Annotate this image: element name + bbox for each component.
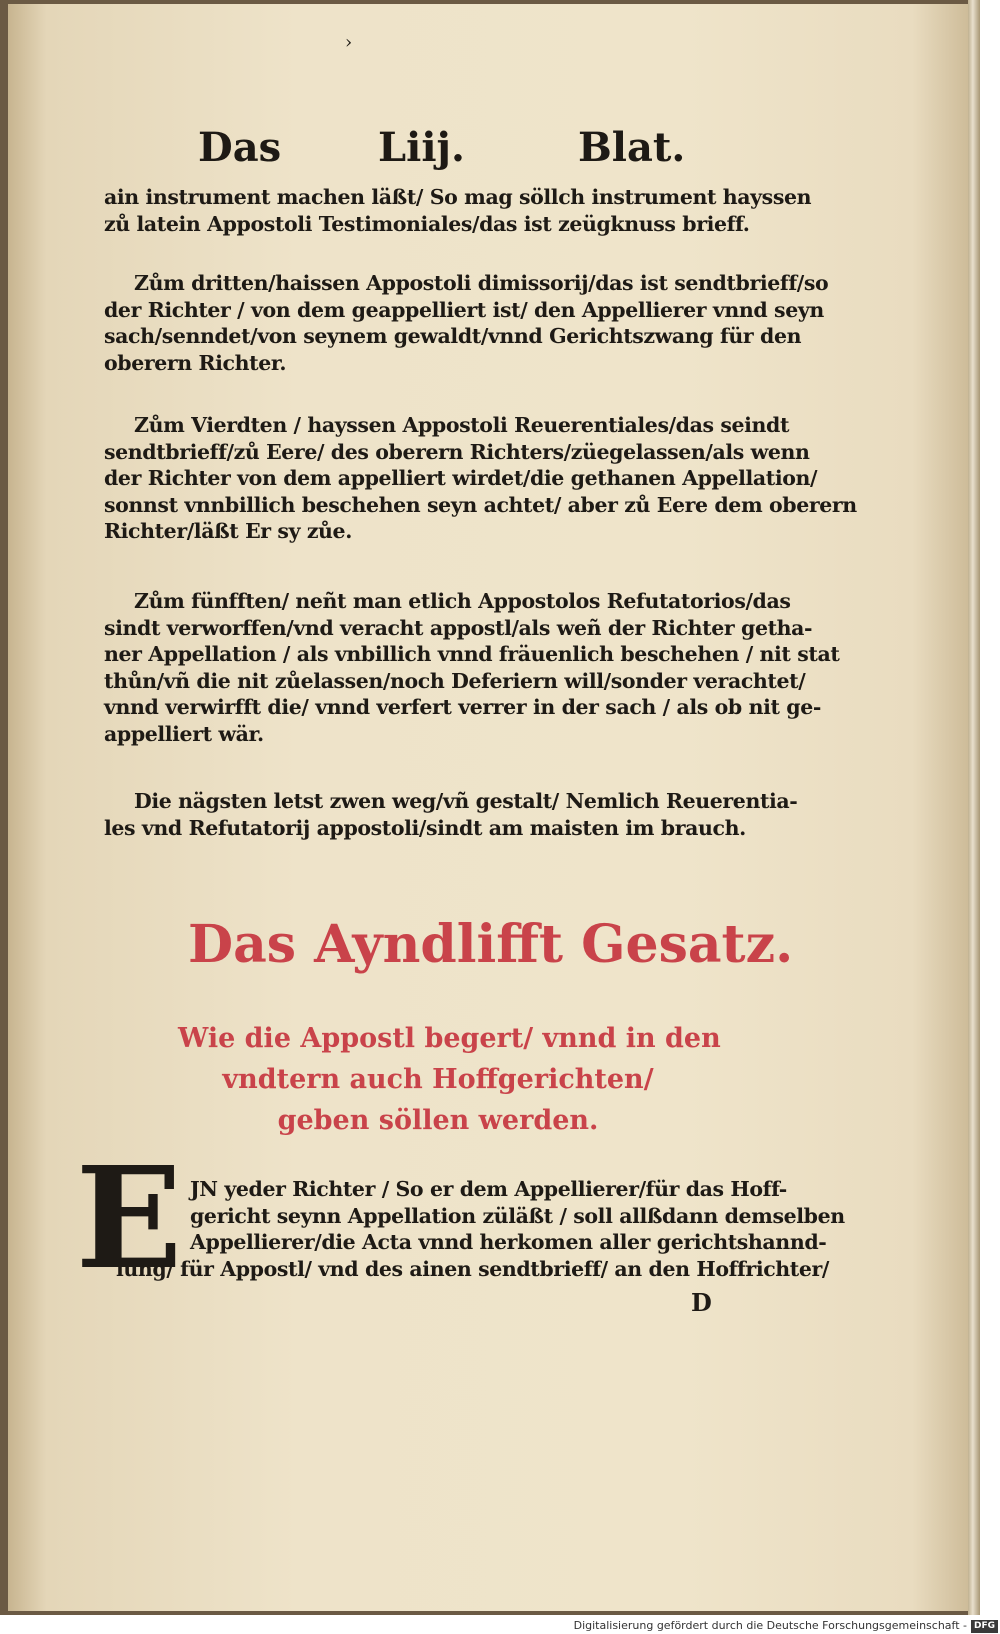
text-line: sonnst vnnbillich beschehen seyn achtet/ aber zů Eere dem oberern <box>104 492 857 517</box>
text-line: JN yeder Richter / So er dem Appellierer/für das Hoff- <box>190 1177 787 1201</box>
decorated-initial: E <box>75 1137 183 1301</box>
text-line: gericht seynn Appellation züläßt / soll allßdann demselben <box>190 1203 845 1228</box>
paragraph-2 <box>104 270 829 376</box>
page-edge <box>968 0 980 1615</box>
footer-text: Digitalisierung gefördert durch die Deutsche Forschungsgemeinschaft - <box>573 1619 967 1632</box>
paragraph-5 <box>104 788 798 841</box>
text-line: Zům dritten/haissen Appostoli dimissorij/das ist sendtbrieff/so <box>134 271 829 295</box>
text-line: Appellierer/die Acta vnnd herkomen aller gerichtshannd- <box>190 1230 827 1254</box>
text-line: sendtbrieff/zů Eere/ des oberern Richters/züegelassen/als wenn <box>104 439 810 464</box>
running-head <box>198 124 686 174</box>
text-line: Zům fünfften/ neñt man etlich Appostolos Refutatorios/das <box>134 589 791 613</box>
text-line: der Richter von dem appelliert wirdet/die gethanen Appellation/ <box>104 466 818 490</box>
paragraph-3 <box>104 412 857 545</box>
section-heading: Das Ayndlifft Gesatz. <box>188 914 794 975</box>
signature-mark: › <box>345 32 353 53</box>
paragraph-4 <box>104 588 840 747</box>
paragraph-6 <box>116 1176 845 1282</box>
dfg-logo: DFG <box>971 1620 998 1633</box>
text-line: ner Appellation / als vnbillich vnnd fräuenlich beschehen / nit stat <box>104 642 840 666</box>
paragraph-1 <box>104 184 812 237</box>
text-line: thůn/vñ die nit zůelassen/noch Deferiern will/sonder verachtet/ <box>104 668 806 693</box>
folio-number: Liij. <box>378 124 465 171</box>
text-line: zů latein Appostoli Testimoniales/das ist zeügknuss brieff. <box>104 211 750 236</box>
text-line: sach/senndet/von seynem gewaldt/vnnd Gerichtszwang für den <box>104 324 802 348</box>
text-line: les vnd Refutatorij appostoli/sindt am maisten im brauch. <box>104 815 746 840</box>
text-line: Zům Vierdten / hayssen Appostoli Reuerentiales/das seindt <box>134 413 790 437</box>
book-page <box>8 4 970 1611</box>
text-line: appelliert wär. <box>104 721 264 746</box>
running-head-right: Blat. <box>578 124 686 171</box>
catchword: D <box>691 1288 712 1317</box>
text-line: vnnd verwirfft die/ vnnd verfert verrer in der sach / als ob nit ge- <box>104 695 821 719</box>
text-line: sindt verworffen/vnd veracht appostl/als weñ der Richter getha- <box>104 615 813 640</box>
subheading-line: vndtern auch Hoffgerichten/ <box>222 1064 654 1095</box>
text-line: Richter/läßt Er sy zůe. <box>104 519 352 543</box>
text-line: ain instrument machen läßt/ So mag söllch instrument hayssen <box>104 185 812 209</box>
digitization-footer <box>560 1617 1000 1634</box>
subheading-line: Wie die Appostl begert/ vnnd in den <box>178 1023 721 1054</box>
subheading-line: geben söllen werden. <box>277 1105 599 1136</box>
text-line: der Richter / von dem geappelliert ist/ den Appellierer vnnd seyn <box>104 297 824 322</box>
text-line: Die nägsten letst zwen weg/vñ gestalt/ Nemlich Reuerentia- <box>134 789 798 813</box>
section-subheading <box>178 1018 721 1141</box>
running-head-left: Das <box>198 124 282 171</box>
text-line: lung/ für Appostl/ vnd des ainen sendtbrieff/ an den Hoffrichter/ <box>116 1256 830 1281</box>
text-line: oberern Richter. <box>104 350 287 375</box>
